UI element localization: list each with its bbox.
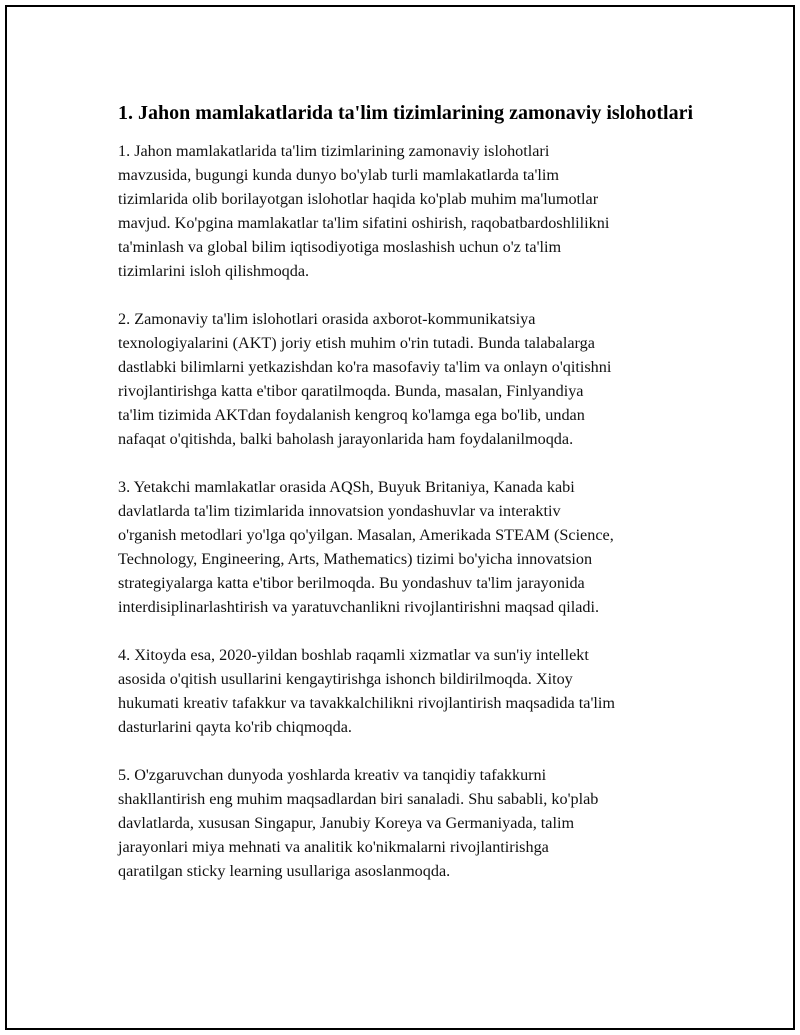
paragraph-line: interdisiplinarlashtirish va yaratuvchanlikni rivojlantirishni maqsad qiladi. (118, 598, 600, 616)
paragraph-4 (118, 643, 698, 739)
paragraph-line: dastlabki bilimlarni yetkazishdan ko'ra masofaviy ta'lim va onlayn o'qitishni (118, 358, 612, 376)
paragraph-line: davlatlarda ta'lim tizimlarida innovatsion yondashuvlar va interaktiv (118, 502, 561, 520)
document-content (118, 99, 698, 907)
paragraph-line: rivojlantirishga katta e'tibor qaratilmoqda. Bunda, masalan, Finlyandiya (118, 382, 584, 400)
paragraph-line: Technology, Engineering, Arts, Mathematics) tizimi bo'yicha innovatsion (118, 550, 593, 568)
document-page (5, 5, 795, 1030)
paragraph-line: nafaqat o'qitishda, balki baholash jarayonlarida ham foydalanilmoqda. (118, 430, 574, 448)
paragraph-line: strategiyalarga katta e'tibor berilmoqda. Bu yondashuv ta'lim jarayonida (118, 574, 585, 592)
paragraph-line: tizimlarini isloh qilishmoqda. (118, 262, 310, 280)
paragraph-line: asosida o'qitish usullarini kengaytirishga ishonch bildirilmoqda. Xitoy (118, 670, 573, 688)
paragraph-line: mavzusida, bugungi kunda dunyo bo'ylab turli mamlakatlarda ta'lim (118, 166, 559, 184)
document-body (118, 139, 698, 883)
paragraph-line: 3. Yetakchi mamlakatlar orasida AQSh, Buyuk Britaniya, Kanada kabi (118, 478, 575, 496)
paragraph-line: texnologiyalarini (AKT) joriy etish muhim o'rin tutadi. Bunda talabalarga (118, 334, 595, 352)
paragraph-5 (118, 763, 698, 883)
paragraph-line: jarayonlari miya mehnati va analitik ko'nikmalarni rivojlantirishga (118, 838, 549, 856)
document-title: 1. Jahon mamlakatlarida ta'lim tizimlarining zamonaviy islohotlari (118, 102, 693, 124)
paragraph-line: 5. O'zgaruvchan dunyoda yoshlarda kreativ va tanqidiy tafakkurni (118, 766, 547, 784)
paragraph-line: dasturlarini qayta ko'rib chiqmoqda. (118, 718, 352, 736)
paragraph-line: davlatlarda, xususan Singapur, Janubiy Koreya va Germaniyada, talim (118, 814, 575, 832)
paragraph-line: tizimlarida olib borilayotgan islohotlar haqida ko'plab muhim ma'lumotlar (118, 190, 599, 208)
paragraph-line: hukumati kreativ tafakkur va tavakkalchilikni rivojlantirish maqsadida ta'lim (118, 694, 615, 712)
paragraph-line: 4. Xitoyda esa, 2020-yildan boshlab raqamli xizmatlar va sun'iy intellekt (118, 646, 589, 664)
paragraph-line: ta'minlash va global bilim iqtisodiyotiga moslashish uchun o'z ta'lim (118, 238, 562, 256)
paragraph-line: o'rganish metodlari yo'lga qo'yilgan. Masalan, Amerikada STEAM (Science, (118, 526, 614, 544)
paragraph-line: ta'lim tizimida AKTdan foydalanish kengroq ko'lamga ega bo'lib, undan (118, 406, 585, 424)
paragraph-2 (118, 307, 698, 451)
paragraph-3 (118, 475, 698, 619)
paragraph-1 (118, 139, 698, 283)
paragraph-line: 2. Zamonaviy ta'lim islohotlari orasida axborot-kommunikatsiya (118, 310, 536, 328)
paragraph-line: 1. Jahon mamlakatlarida ta'lim tizimlarining zamonaviy islohotlari (118, 142, 550, 160)
paragraph-line: qaratilgan sticky learning usullariga asoslanmoqda. (118, 862, 451, 880)
paragraph-line: mavjud. Ko'pgina mamlakatlar ta'lim sifatini oshirish, raqobatbardoshlilikni (118, 214, 610, 232)
paragraph-line: shakllantirish eng muhim maqsadlardan biri sanaladi. Shu sababli, ko'plab (118, 790, 599, 808)
